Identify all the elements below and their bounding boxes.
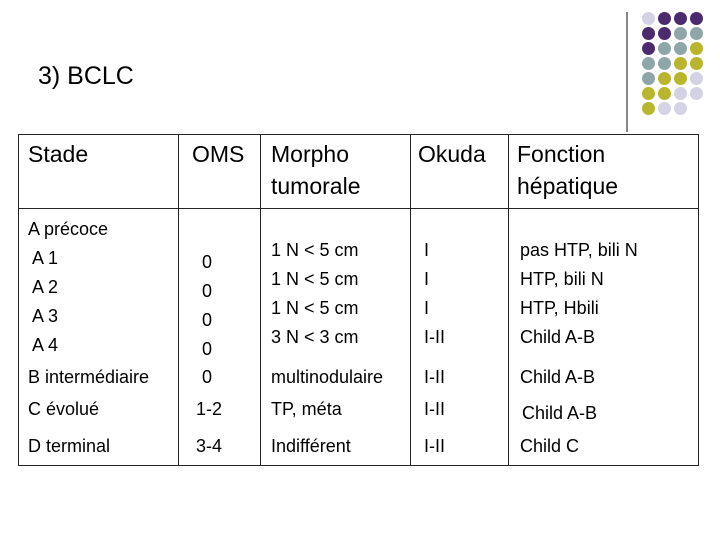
cell-oms-b: 0 bbox=[202, 367, 213, 387]
cell-fonction-d: Child C bbox=[520, 436, 580, 456]
decorative-dot bbox=[674, 12, 687, 25]
table-bottom-border bbox=[18, 465, 698, 466]
cell-fonction-a: pas HTP, bili N HTP, bili N HTP, Hbili Child A-B bbox=[520, 240, 638, 347]
table-top-border bbox=[18, 134, 698, 135]
cell-oms-a: 0 0 0 0 bbox=[202, 252, 213, 359]
cell-stade-c: C évolué bbox=[28, 399, 100, 419]
header-oms: OMS bbox=[192, 141, 245, 167]
decorative-dot bbox=[658, 12, 671, 25]
column-separator bbox=[508, 134, 509, 466]
decorative-dot bbox=[642, 27, 655, 40]
cell-stade-d: D terminal bbox=[28, 436, 111, 456]
header-stade: Stade bbox=[28, 141, 89, 167]
cell-oms-c: 1-2 bbox=[196, 399, 223, 419]
cell-oms-d: 3-4 bbox=[196, 436, 223, 456]
decorative-dot bbox=[642, 72, 655, 85]
decorative-dot bbox=[674, 57, 687, 70]
header-okuda: Okuda bbox=[418, 141, 486, 167]
cell-okuda-d: I-II bbox=[424, 436, 445, 456]
cell-morpho-c: TP, méta bbox=[271, 399, 342, 419]
decorative-dot bbox=[658, 42, 671, 55]
cell-stade-a: A précoce A 1 A 2 A 3 A 4 bbox=[28, 219, 109, 355]
column-separator bbox=[410, 134, 411, 466]
decorative-dot bbox=[658, 102, 671, 115]
column-separator bbox=[178, 134, 179, 466]
decorative-vertical-line bbox=[626, 12, 628, 132]
cell-okuda-b: I-II bbox=[424, 367, 445, 387]
decorative-dot bbox=[642, 42, 655, 55]
decorative-dot bbox=[658, 87, 671, 100]
cell-morpho-b: multinodulaire bbox=[271, 367, 384, 387]
decorative-dot bbox=[690, 72, 703, 85]
table-left-border bbox=[18, 134, 19, 466]
cell-morpho-d: Indifférent bbox=[271, 436, 351, 456]
cell-morpho-a: 1 N < 5 cm 1 N < 5 cm 1 N < 5 cm 3 N < 3 cm bbox=[271, 240, 359, 347]
decorative-dot bbox=[674, 72, 687, 85]
cell-stade-b: B intermédiaire bbox=[28, 367, 150, 387]
decorative-dot bbox=[642, 87, 655, 100]
decorative-dot bbox=[642, 12, 655, 25]
decorative-dot bbox=[674, 87, 687, 100]
decorative-dot-grid bbox=[640, 12, 720, 122]
decorative-dot bbox=[658, 57, 671, 70]
decorative-dot bbox=[674, 102, 687, 115]
decorative-dot bbox=[690, 42, 703, 55]
decorative-dot bbox=[674, 27, 687, 40]
decorative-dot bbox=[674, 42, 687, 55]
table-right-border bbox=[698, 134, 699, 466]
decorative-dot bbox=[642, 57, 655, 70]
decorative-dot bbox=[690, 12, 703, 25]
decorative-dot bbox=[690, 57, 703, 70]
header-separator bbox=[18, 208, 698, 209]
decorative-dot bbox=[642, 102, 655, 115]
cell-fonction-c: Child A-B bbox=[522, 403, 598, 423]
header-morpho: Morpho tumorale bbox=[271, 141, 361, 199]
decorative-dot bbox=[658, 72, 671, 85]
decorative-dot bbox=[690, 87, 703, 100]
header-fonction: Fonction hépatique bbox=[517, 141, 619, 199]
cell-okuda-c: I-II bbox=[424, 399, 445, 419]
cell-okuda-a: I I I I-II bbox=[424, 240, 445, 347]
cell-fonction-b: Child A-B bbox=[520, 367, 596, 387]
decorative-dot bbox=[690, 27, 703, 40]
decorative-dot bbox=[658, 27, 671, 40]
slide-title: 3) BCLC bbox=[38, 62, 134, 90]
column-separator bbox=[260, 134, 261, 466]
